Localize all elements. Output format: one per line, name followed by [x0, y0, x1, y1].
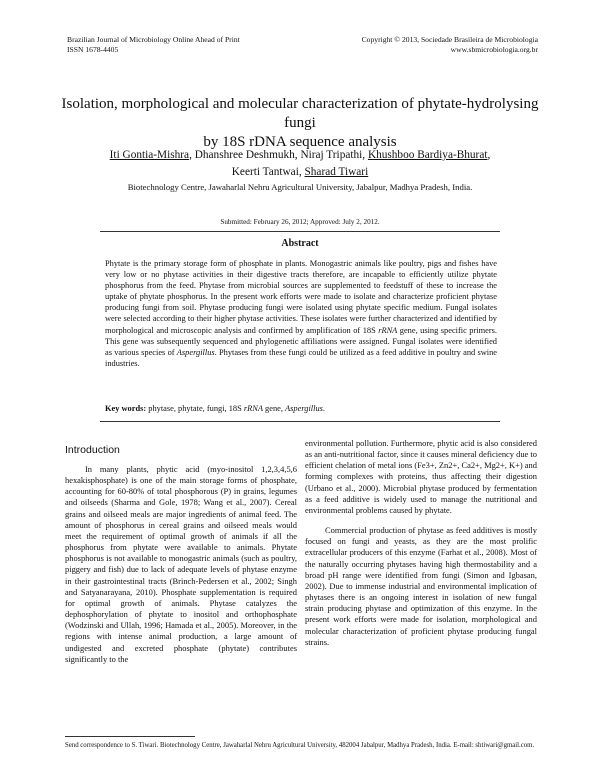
affiliation: Biotechnology Centre, Jawaharlal Nehru Agricultural University, Jabalpur, Madhya Pradesh, India. [127, 182, 473, 192]
copyright-header [362, 35, 538, 55]
journal-name: Brazilian Journal of Microbiology Online Ahead of Print [67, 35, 240, 44]
abstract-top-rule [100, 231, 500, 232]
website-link[interactable]: www.sbmicrobiologia.org.br [450, 45, 538, 54]
keywords: Key words: phytase, phytate, fungi, 18S rRNA gene, Aspergillus. [105, 404, 325, 413]
author: Dhanshree Deshmukh [194, 149, 295, 161]
abstract-text: Phytate is the primary storage form of phosphate in plants. Monogastric animals like poultry, pigs and fishes have very low or no phytase activities in their digestive tracts therefore, are incapable to efficiently utilize phytate phosphorus from the feed. Phytase from microbial sources are supplemented to feedstuff of these to increase the uptake of phytate phosphorus. In the present work efforts were made to isolate and characterize proficient phytase producing fungi from soil. Phytase producing fungi were isolated using phytate specific medium. Fungal isolates were selected according to their higher phytase activities. These isolates were further characterized and identified by morphological and microscopic analysis and confirmed by amplification of 18S rRNA gene, using specific primers. This gene was subsequently sequenced and phylogenetic affiliations were assigned. Fungal isolates were identified as various species of Aspergillus. Phytases from these fungi could be utilized as a feed additive in poultry and swine industries. [105, 259, 497, 368]
paper-title [60, 95, 540, 152]
journal-header [67, 35, 240, 55]
author: Keerti Tantwai [231, 166, 299, 178]
intro-paragraph: environmental pollution. Furthermore, phytic acid is also considered as an anti-nutritional factor, since it causes mineral deficiency due to efficient chelation of metal ions (Fe3+, Zn2+, Ca2+, Mg2+, K+) and forming complexes with proteins, thus affecting their digestion (Urbano et al., 2000). Microbial phytase produced by fermentation as a feed additive is widely used to manage the nutritional and environmental problems caused by phytate. [305, 438, 537, 515]
author-link[interactable]: Khushboo Bardiya-Bhurat [367, 149, 488, 161]
correspondence-footnote: Send correspondence to S. Tiwari. Biotechnology Centre, Jawaharlal Nehru Agricultural University, 482004 Jabalpur, Madhya Pradesh, India. E-mail: shtiwari@gmail.com. [65, 742, 535, 749]
abstract-bottom-rule [100, 421, 500, 422]
intro-paragraph: Commercial production of phytase as feed additives is mostly focused on fungi and yeasts, as they are the most prolific extracellular producers of this enzyme (Farhat et al., 2008). Most of the naturally occurring phytases having high thermostability and a broad pH range were identified from fungi (Simon and Igbasan, 2002). Due to immense industrial and environmental implication of phytases there is an ongoing interest in isolation of new fungal strain producing phytase and optimization of this enzyme. In the present work efforts were made for isolation, morphological and molecular characterization of proficient phytase producing fungal strains. [305, 525, 537, 647]
copyright: Copyright © 2013, Sociedade Brasileira de Microbiologia [361, 35, 538, 44]
footnote-rule [65, 736, 195, 737]
author-link[interactable]: Sharad Tiwari [304, 166, 369, 178]
intro-right-column [305, 438, 537, 648]
submission-dates: Submitted: February 26, 2012; Approved: July 2, 2012. [220, 218, 380, 226]
issn: ISSN 1678-4405 [67, 45, 119, 54]
intro-paragraph: In many plants, phytic acid (myo-inositol 1,2,3,4,5,6 hexakisphosphate) is one of the main storage forms of phosphate, accounting for 60-80% of total phosphorous (P) in grains, legumes and oilseeds (Sharma and Gole, 1978; Wang et al., 2007). Cereal grains and oilseed meals are major ingredients of animal feed. The amount of phosphorus in cereal grains and oilseed meals would meet the requirement of optimal growth of animals if all the phosphorus from phytate were available to animals. Phytate phosphorus is not available to monogastric animals (such as poultry, piggery and fish) due to lack of adequate levels of phytase enzyme in their gastrointestinal tracts (Brinch-Pedersen et al., 2002; Singh and Satyanarayana, 2010). Phosphate supplementation is required for optimal growth of animals. Phytase catalyzes the dephosphorylation of phytate to inositol and orthophosphate (Wodzinski and Ullah, 1996; Hamada et al., 2005). Moreover, in the regions with intense animal production, a large amount of undigested and excreted phosphate (phytate) contributes significantly to the [65, 464, 297, 664]
title-line-1: Isolation, morphological and molecular characterization of phytate-hydrolysing fungi [61, 96, 539, 131]
introduction-heading: Introduction [65, 444, 120, 456]
intro-left-column [65, 464, 297, 665]
title-line-2: by 18S rDNA sequence analysis [203, 134, 397, 150]
abstract-heading: Abstract [281, 238, 319, 249]
author-link[interactable]: Iti Gontia-Mishra [109, 149, 190, 161]
author-list: Iti Gontia-Mishra, Dhanshree Deshmukh, Niraj Tripathi, Khushboo Bardiya-Bhurat, Keerti Tantwai, Sharad Tiwari [109, 149, 491, 178]
author: Niraj Tripathi [300, 149, 363, 161]
